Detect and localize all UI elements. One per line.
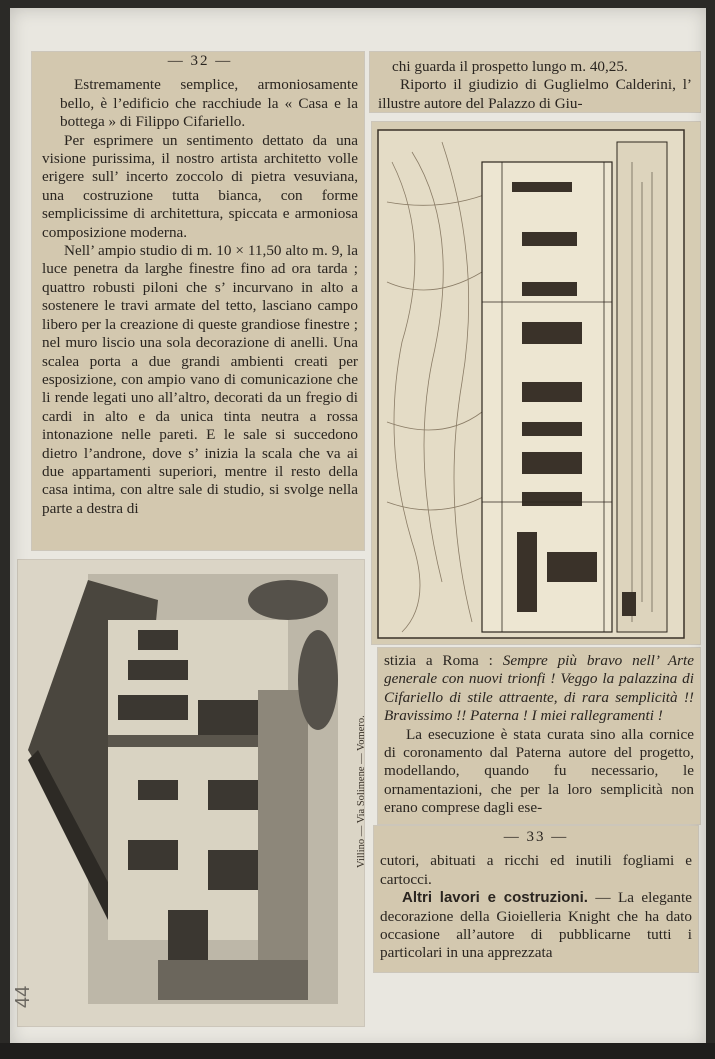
architectural-drawing-clipping: [372, 122, 700, 644]
calderini-quote: Sempre più bravo nell’ Arte generale con nuovi trionfi ! Veggo la palazzina di Cifariello di stile attraente, di rara semplicità !! Bravissimo !! Paterna ! I miei rallegramenti !: [384, 652, 695, 725]
album-binding-edge: [0, 1043, 715, 1059]
right-bottom-clipping: [374, 826, 698, 972]
villa-photo: [18, 560, 364, 1026]
photo-clipping: [18, 560, 367, 1026]
quote-lead: stizia a Roma :: [384, 652, 493, 669]
pencil-page-mark: 44: [12, 985, 34, 1008]
left-text-clipping: [32, 52, 364, 550]
right-bottom-line-1: cutori, abituati a ricchi ed inutili fogliami e cartocci.: [380, 852, 692, 888]
paragraph-intro: Estremamente semplice, armoniosamente bello, è l’edificio che racchiude la « Casa e la bottega » di Filippo Cifariello.: [60, 76, 358, 131]
paragraph-sentiment: Per esprimere un sentimento dettato da una visione purissima, il nostro artista architetto volle erigere sull’ incerto zoccolo di pietra vesuviana, una costruzione tutta bianca, con forme semplicissime di architettura, spiccata e armoniosa composizione moderna.: [42, 131, 358, 241]
page-number-32: — 32 —: [167, 53, 233, 69]
other-works-paragraph: [380, 889, 692, 963]
paragraph-studio: Nell’ ampio studio di m. 10 × 11,50 alto m. 9, la luce penetra da larghe finestre fino ad ora tarda ; quattro robusti piloni che s’ incurvano in alto a sostenere le travi armate del tetto, lasciano campo libero per la creazione di queste grandiose finestre ; nel muro liscio una sola decorazione di anelli. Una scalea porta a due grandi ambienti creati per esposizione, con ampio vano di comunicazione che li rende legati uno all’altro, decorati da un fregio di cardi in alto e da unica tinta neutra a rossa intonazione nelle pareti. E le sale si succedono dietro l’androne, dove s’ inizia la scala che va ai due appartamenti superiori, mentre il resto della casa intima, con altre sale di studio, si svolge nella parte a destra di: [42, 242, 358, 517]
paragraph-execution: La esecuzione è stata curata sino alla cornice di coronamento dal Paterna autore del progetto, modellando, quando fu necessario, le ornamentazioni, che per la loro semplicità non erano comprese dagli ese-: [384, 725, 694, 817]
right-top-line-1: chi guarda il prospetto lungo m. 40,25.: [392, 58, 628, 75]
right-top-clipping: [370, 52, 700, 112]
building-elevation-drawing: [372, 122, 700, 644]
photo-caption: Villino — Via Solimene — Vomero.: [356, 715, 367, 868]
right-mid-clipping: [378, 648, 700, 824]
right-top-line-2: Riporto il giudizio di Guglielmo Calderini, l’ illustre autore del Palazzo di Giu-: [378, 76, 692, 112]
other-works-heading: Altri lavori e costruzioni.: [402, 889, 588, 907]
calderini-quote-paragraph: [384, 652, 694, 726]
other-works-text: — La elegante decorazione della Gioielleria Knight che ha dato occasione all’autore di pubblicarne tutti i particolari in una apprezzata: [380, 889, 692, 962]
page-number-33: — 33 —: [503, 829, 569, 845]
